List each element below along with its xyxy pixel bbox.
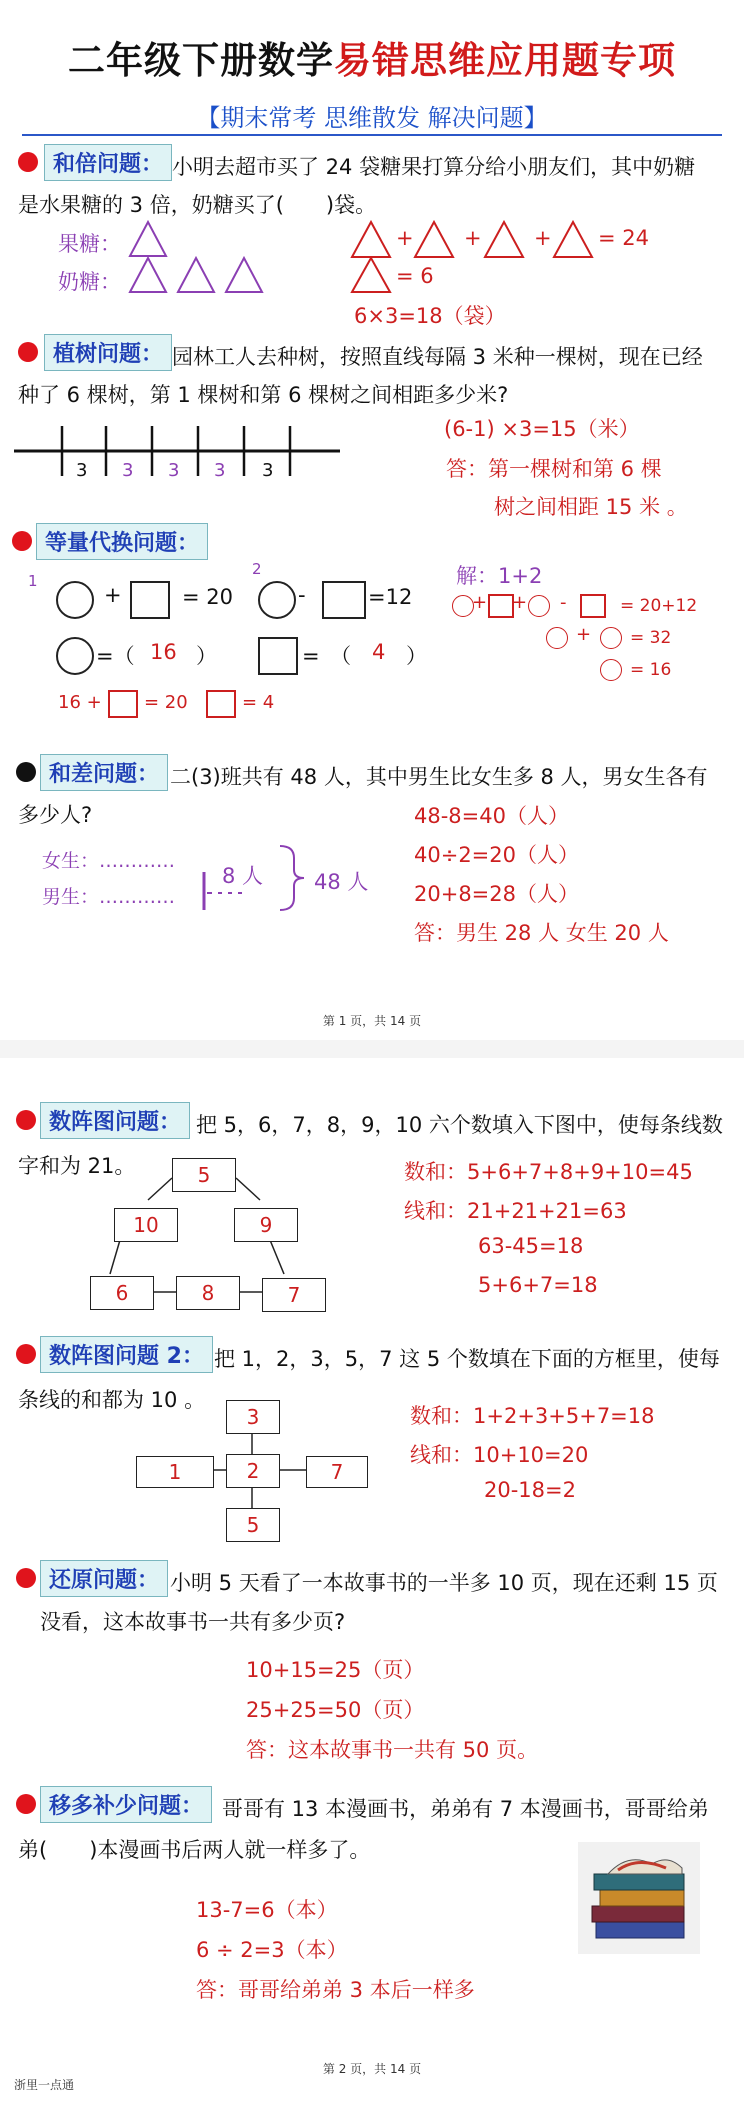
plus-sign: + — [512, 592, 528, 613]
node-bottom-left: 6 — [90, 1276, 154, 1310]
calc-line: 10+15=25（页） — [246, 1658, 425, 1682]
milk-label: 奶糖： — [58, 270, 121, 294]
question-line: 把 5，6，7，8，9，10 六个数填入下图中，使每条线数 — [196, 1113, 723, 1137]
section-tag: 和差问题： — [40, 754, 168, 791]
watermark: 浙里一点通 — [14, 2078, 75, 2092]
question-line: 二(3)班共有 48 人，其中男生比女生多 8 人，男女生各有 — [170, 765, 708, 789]
books-icon — [578, 1842, 700, 1954]
calc-line: 13-7=6（本） — [196, 1898, 338, 1922]
solve-line: = 20+12 — [620, 596, 698, 616]
calc-line: 线和：10+10=20 — [410, 1443, 589, 1467]
calc: (6-1) ×3=15（米） — [444, 417, 640, 441]
node-top: 3 — [226, 1400, 280, 1434]
calc-line: 数和：5+6+7+8+9+10=45 — [404, 1160, 693, 1184]
gap-label: 3 — [262, 460, 274, 481]
question-line: 条线的和都为 10 。 — [18, 1388, 206, 1412]
equation-rhs: = 20 — [182, 585, 233, 609]
question-line: 是水果糖的 3 倍，奶糖买了( )袋。 — [18, 193, 377, 217]
diff-label: 8 人 — [222, 864, 264, 888]
section-tag: 数阵图问题 2： — [40, 1336, 213, 1373]
minus-sign: - — [298, 583, 306, 607]
gap-label: 3 — [214, 460, 226, 481]
answer: 答：这本故事书一共有 50 页。 — [246, 1738, 539, 1762]
answer: 答：男生 28 人 女生 20 人 — [414, 921, 669, 945]
calc-line: 线和：21+21+21=63 — [404, 1199, 627, 1223]
plus-sign: + — [576, 624, 592, 645]
plus-sign: + — [464, 226, 482, 250]
calc-line: 20+8=28（人） — [414, 882, 579, 906]
plus-sign: + — [396, 226, 414, 250]
circle-close: ） — [196, 644, 217, 668]
page-footer: 第 1 页，共 14 页 — [322, 1014, 422, 1028]
answer: 答：哥哥给弟弟 3 本后一样多 — [196, 1978, 475, 2002]
node-right: 9 — [234, 1208, 298, 1242]
question-line: 种了 6 棵树，第 1 棵树和第 6 棵树之间相距多少米? — [18, 383, 509, 407]
girl-label: 女生：………… — [42, 850, 176, 872]
node-bottom: 5 — [226, 1508, 280, 1542]
bullet-dot — [16, 1568, 36, 1588]
eq-total: = 24 — [598, 226, 649, 250]
minus-sign: - — [560, 592, 567, 613]
section-tag: 植树问题： — [44, 334, 172, 371]
page-footer: 第 2 页，共 14 页 — [322, 2062, 422, 2076]
work-line: = 20 — [144, 692, 188, 713]
calc-line: 40÷2=20（人） — [414, 843, 579, 867]
section-tag: 移多补少问题： — [40, 1786, 212, 1823]
question-line: 哥哥有 13 本漫画书，弟弟有 7 本漫画书，哥哥给弟 — [222, 1797, 709, 1821]
calc-line: 48-8=40（人） — [414, 804, 569, 828]
title-black: 二年级下册数学 — [68, 39, 334, 82]
question-line: 字和为 21。 — [18, 1154, 136, 1178]
node-top: 5 — [172, 1158, 236, 1192]
gap-label: 3 — [168, 460, 180, 481]
gap-label: 3 — [76, 460, 88, 481]
section-tag: 还原问题： — [40, 1560, 168, 1597]
plus-sign: + — [534, 226, 552, 250]
question-line: 弟( )本漫画书后两人就一样多了。 — [18, 1838, 371, 1862]
plus-sign: + — [104, 583, 122, 607]
answer: 6×3=18（袋） — [354, 304, 506, 328]
section-tag: 数阵图问题： — [40, 1102, 190, 1139]
node-left: 1 — [136, 1456, 214, 1488]
calc-line: 63-45=18 — [478, 1234, 584, 1258]
mark: 1 — [28, 572, 38, 590]
section-tag: 等量代换问题： — [36, 523, 208, 560]
question-line: 把 1，2，3，5，7 这 5 个数填在下面的方框里，使每 — [214, 1347, 720, 1371]
boy-label: 男生：………… — [42, 886, 176, 908]
gap-label: 3 — [122, 460, 134, 481]
question-line: 小明 5 天看了一本故事书的一半多 10 页，现在还剩 15 页 — [170, 1571, 718, 1595]
work-line: = 4 — [242, 692, 275, 713]
node-right: 7 — [306, 1456, 368, 1488]
solve-line: = 32 — [630, 628, 672, 648]
solve-line: = 16 — [630, 660, 672, 680]
node-bottom-mid: 8 — [176, 1276, 240, 1310]
question-line: 小明去超市买了 24 袋糖果打算分给小朋友们，其中奶糖 — [172, 155, 696, 179]
bullet-dot — [16, 1794, 36, 1814]
solve-label: 解：1+2 — [456, 564, 543, 588]
calc-line: 25+25=50（页） — [246, 1698, 425, 1722]
section-tag: 和倍问题： — [44, 144, 172, 181]
work-line: 16 + — [58, 692, 102, 713]
node-left: 10 — [114, 1208, 178, 1242]
circle-equation: =（ — [96, 644, 135, 668]
calc-line: 5+6+7=18 — [478, 1273, 598, 1297]
calc-line: 数和：1+2+3+5+7=18 — [410, 1404, 655, 1428]
question-line: 没看，这本故事书一共有多少页? — [40, 1610, 346, 1634]
title-red: 易错思维应用题专项 — [334, 39, 676, 82]
question-line: 园林工人去种树，按照直线每隔 3 米种一棵树，现在已经 — [172, 345, 703, 369]
question-line: 多少人? — [18, 803, 93, 827]
answer: 树之间相距 15 米 。 — [494, 495, 688, 519]
equation-rhs: =12 — [368, 585, 413, 609]
subtitle: 【期末常考 思维散发 解决问题】 — [196, 104, 548, 132]
calc-line: 20-18=2 — [484, 1478, 576, 1502]
eq-one: = 6 — [396, 264, 434, 288]
total-label: 48 人 — [314, 870, 369, 894]
circle-answer: 16 — [150, 640, 177, 664]
node-bottom-right: 7 — [262, 1278, 326, 1312]
fruit-label: 果糖： — [58, 232, 121, 256]
node-center: 2 — [226, 1454, 280, 1488]
square-answer: 4 — [372, 640, 386, 664]
plus-sign: + — [472, 592, 488, 613]
square-equation: = （ — [302, 644, 352, 668]
square-close: ） — [406, 644, 427, 668]
answer: 答：第一棵树和第 6 棵 — [446, 457, 662, 481]
calc-line: 6 ÷ 2=3（本） — [196, 1938, 348, 1962]
mark: 2 — [252, 560, 262, 578]
